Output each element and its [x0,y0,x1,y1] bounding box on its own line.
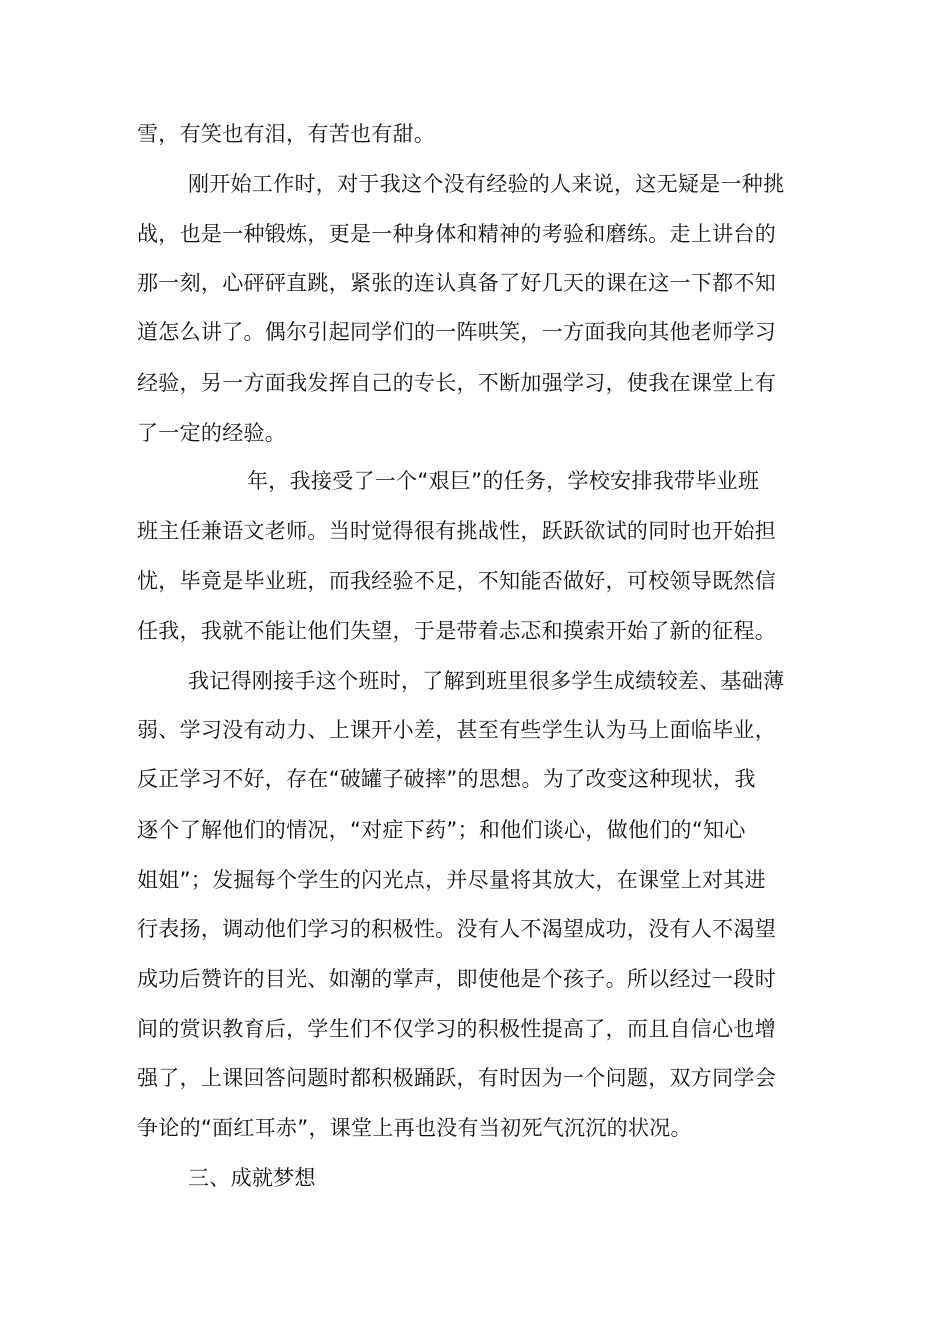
text-line: 反正学习不好，存在“破罐子破摔”的思想。为了改变这种现状，我 [137,767,756,791]
text-line: 经验，另一方面我发挥自己的专长，不断加强学习，使我在课堂上有 [137,371,776,395]
text-line: 战，也是一种锻炼，更是一种身体和精神的考验和磨练。走上讲台的 [137,222,776,246]
text-line: 道怎么讲了。偶尔引起同学们的一阵哄笑，一方面我向其他老师学习 [137,320,776,344]
paragraph-start-line: 我记得刚接手这个班时，了解到班里很多学生成绩较差、基础薄 [188,669,785,693]
text-line: 间的赏识教育后，学生们不仅学习的积极性提高了，而且自信心也增 [137,1017,776,1041]
text-line: 成功后赞许的目光、如潮的掌声，即使他是个孩子。所以经过一段时 [137,967,776,991]
text-line: 逐个了解他们的情况，“对症下药”；和他们谈心，做他们的“知心 [137,818,746,842]
text-line: 争论的“面红耳赤”，课堂上再也没有当初死气沉沉的状况。 [137,1116,692,1140]
text-line: 弱、学习没有动力、上课开小差，甚至有些学生认为马上面临毕业， [137,718,776,742]
text-line: 任我，我就不能让他们失望，于是带着忐忑和摸索开始了新的征程。 [137,619,776,643]
text-line: 强了，上课回答问题时都积极踊跃，有时因为一个问题，双方同学会 [137,1066,776,1090]
paragraph-start-line: 年，我接受了一个“艰巨”的任务，学校安排我带毕业班 [247,469,760,493]
text-line: 班主任兼语文老师。当时觉得很有挑战性，跃跃欲试的同时也开始担 [137,519,776,543]
paragraph-start-line: 刚开始工作时，对于我这个没有经验的人来说，这无疑是一种挑 [188,172,785,196]
text-line: 雪，有笑也有泪，有苦也有甜。 [137,122,436,146]
text-line: 了一定的经验。 [137,421,287,445]
text-line: 行表扬，调动他们学习的积极性。没有人不渴望成功，没有人不渴望 [137,917,776,941]
text-line: 那一刻，心砰砰直跳，紧张的连认真备了好几天的课在这一下都不知 [137,271,776,295]
section-heading: 三、成就梦想 [188,1166,316,1190]
text-line: 忧，毕竟是毕业班，而我经验不足，不知能否做好，可校领导既然信 [137,569,776,593]
text-line: 姐姐”；发掘每个学生的闪光点，并尽量将其放大，在课堂上对其进 [137,868,766,892]
